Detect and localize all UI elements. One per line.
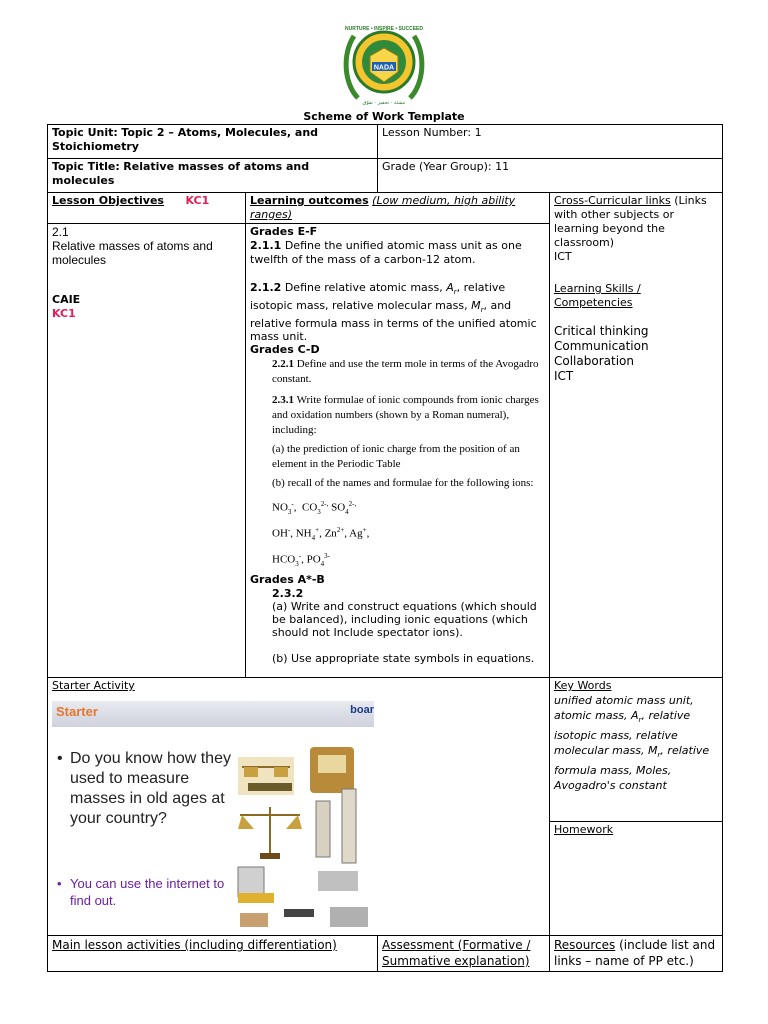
skill-item: Communication bbox=[554, 339, 649, 353]
outcome-2-3-2 bbox=[250, 587, 545, 665]
school-logo bbox=[340, 20, 428, 106]
objectives-heading: Lesson Objectives bbox=[52, 194, 164, 207]
outcome-2-3-2-b: (b) Use appropriate state symbols in equations. bbox=[272, 651, 535, 665]
objective-kc-tag: KC1 bbox=[52, 307, 76, 320]
homework-cell bbox=[550, 822, 723, 936]
document-title: Scheme of Work Template bbox=[303, 110, 465, 123]
outcomes-cell bbox=[246, 224, 550, 678]
skill-item: Collaboration bbox=[554, 354, 634, 368]
starter-heading: Starter Activity bbox=[52, 679, 135, 692]
topic-title-row bbox=[48, 159, 723, 193]
outcome-2-1-1 bbox=[250, 239, 545, 267]
ion-formulae: $NO_3^-$, $CO_3^{2-,}$ $SO_4^{2-,}$ OH-, $NH_4^+$, $Zn^{2+}$, Ag+, $HCO_3^-$, $PO_4^{3-}$ bbox=[272, 500, 370, 568]
topic-unit-cell bbox=[48, 125, 378, 159]
objectives-cell bbox=[48, 224, 246, 678]
topic-unit-value: Topic 2 – Atoms, Molecules, and Stoichiometry bbox=[52, 126, 319, 153]
learning-skills-heading: Learning Skills / Competencies bbox=[554, 282, 641, 309]
cross-links-value: ICT bbox=[554, 250, 572, 263]
symbol-mr: $M_r$ bbox=[471, 299, 484, 315]
outcome-number: 2.1.2 bbox=[250, 281, 282, 294]
lesson-number-cell bbox=[378, 125, 723, 159]
outcome-2-2-1 bbox=[250, 357, 545, 387]
assessment-cell bbox=[378, 936, 550, 972]
grade-label: Grade (Year Group): bbox=[382, 160, 492, 173]
topic-title-value: Relative masses of atoms and molecules bbox=[52, 160, 310, 187]
logo-top-text: NURTURE • INSPIRE • SUCCEED bbox=[345, 26, 423, 32]
cross-links-note: (Links with other subjects or learning beyond the classroom) bbox=[554, 194, 707, 249]
caie-label: CAIE bbox=[52, 293, 81, 306]
learning-skills-list bbox=[554, 324, 718, 384]
lesson-number-value: 1 bbox=[474, 126, 482, 139]
slide-title: Starter bbox=[56, 704, 98, 719]
grades-ef-heading: Grades E-F bbox=[250, 225, 318, 238]
outcome-2-3-1 bbox=[250, 393, 545, 438]
main-activities-cell bbox=[48, 936, 378, 972]
outcome-number: 2.3.2 bbox=[272, 586, 304, 600]
topic-title-label: Topic Title: bbox=[52, 160, 120, 173]
resources-heading: Resources bbox=[554, 938, 616, 952]
key-words-cell bbox=[550, 678, 723, 822]
symbol-ar: $A_r$ bbox=[446, 281, 457, 297]
cross-links-heading: Cross-Curricular links bbox=[554, 194, 671, 207]
resources-note: (include list and links – name of PP etc.) bbox=[554, 938, 716, 968]
skill-item: Critical thinking bbox=[554, 324, 649, 338]
topic-unit-row bbox=[48, 125, 723, 159]
symbol-mr: $M_r$, bbox=[648, 744, 664, 760]
cross-links-cell bbox=[550, 193, 723, 678]
key-words-heading: Key Words bbox=[554, 679, 612, 692]
weighing-scales-image bbox=[234, 743, 374, 929]
skill-item: ICT bbox=[554, 369, 574, 383]
outcome-2-3-1-b: (b) recall of the names and formulae for the following ions: bbox=[272, 477, 534, 490]
slide-brand-logo: boar bbox=[350, 704, 374, 716]
outcome-text-c: and relative formula mass in terms of the unified atomic mass unit. bbox=[250, 299, 537, 344]
starter-cell bbox=[48, 678, 550, 936]
outcome-text: Define and use the term mole in terms of the Avogadro constant. bbox=[272, 358, 539, 386]
slide-question: • Do you know how they used to measure masses in old ages at your country? bbox=[57, 750, 231, 827]
topic-title-cell bbox=[48, 159, 378, 193]
grades-cd-heading: Grades C-D bbox=[250, 343, 320, 357]
outcome-text: Write formulae of ionic compounds from ionic charges and oxidation numbers (shown by a Roman numeral), including: bbox=[272, 394, 539, 437]
scheme-of-work-table bbox=[47, 124, 723, 972]
outcome-number: 2.2.1 bbox=[272, 358, 294, 371]
objectives-heading-cell bbox=[48, 193, 246, 224]
outcomes-heading-cell bbox=[246, 193, 550, 224]
outcomes-heading: Learning outcomes bbox=[250, 194, 369, 207]
key-words-text: unified atomic mass unit, atomic mass, $A_r$, relative isotopic mass, relative molecular mass, $M_r$, relative formula mass, Moles, Avogadro's constant bbox=[554, 694, 710, 793]
outcome-text: Define the unified atomic mass unit as one twelfth of the mass of a carbon-12 atom. bbox=[250, 239, 522, 266]
outcome-2-3-2-a: (a) Write and construct equations (which should be balanced), including ionic equations (which should not Include spectator ions). bbox=[272, 599, 537, 639]
column-headings-row bbox=[48, 193, 723, 224]
symbol-ar: $A_r$, bbox=[631, 709, 645, 725]
topic-unit-label: Topic Unit: bbox=[52, 126, 118, 139]
outcomes-heading-note: (Low medium, high ability ranges) bbox=[250, 194, 516, 221]
slide-hint: • You can use the internet to find out. bbox=[57, 876, 225, 908]
outcome-number: 2.1.1 bbox=[250, 239, 282, 252]
resources-cell bbox=[550, 936, 723, 972]
objective-code: 2.1 bbox=[52, 225, 69, 239]
grades-ab-heading: Grades A*-B bbox=[250, 572, 325, 586]
logo-center-text: NADA bbox=[373, 64, 395, 72]
logo-bottom-text: تنشئة · تحفيز · تفوّق bbox=[362, 100, 406, 106]
starter-slide-image bbox=[52, 701, 374, 929]
outcome-text-b: relative isotopic mass, relative molecular mass, bbox=[250, 281, 506, 313]
starter-keywords-row bbox=[48, 678, 723, 822]
outcome-2-3-1-a: (a) the prediction of ionic charge from the position of an element in the Periodic Table bbox=[272, 443, 520, 471]
objective-text: Relative masses of atoms and molecules bbox=[52, 239, 213, 267]
outcome-number: 2.3.1 bbox=[272, 394, 294, 407]
grade-value: 11 bbox=[495, 160, 510, 173]
grade-cell bbox=[378, 159, 723, 193]
objectives-kc-tag: KC1 bbox=[185, 194, 210, 207]
homework-heading: Homework bbox=[554, 823, 614, 836]
lesson-number-label: Lesson Number: bbox=[382, 126, 472, 139]
assessment-heading: Assessment (Formative / Summative explanation) bbox=[382, 938, 531, 968]
outcome-text-a: Define relative atomic mass, bbox=[284, 281, 443, 294]
main-activities-heading: Main lesson activities (including differentiation) bbox=[52, 938, 337, 952]
outcome-2-1-2: 2.1.2 Define relative atomic mass, $A_r$, relative isotopic mass, relative molecular mass, $M_r$, and relative formula mass in terms of the unified atomic mass unit. bbox=[250, 281, 537, 344]
footer-row bbox=[48, 936, 723, 972]
